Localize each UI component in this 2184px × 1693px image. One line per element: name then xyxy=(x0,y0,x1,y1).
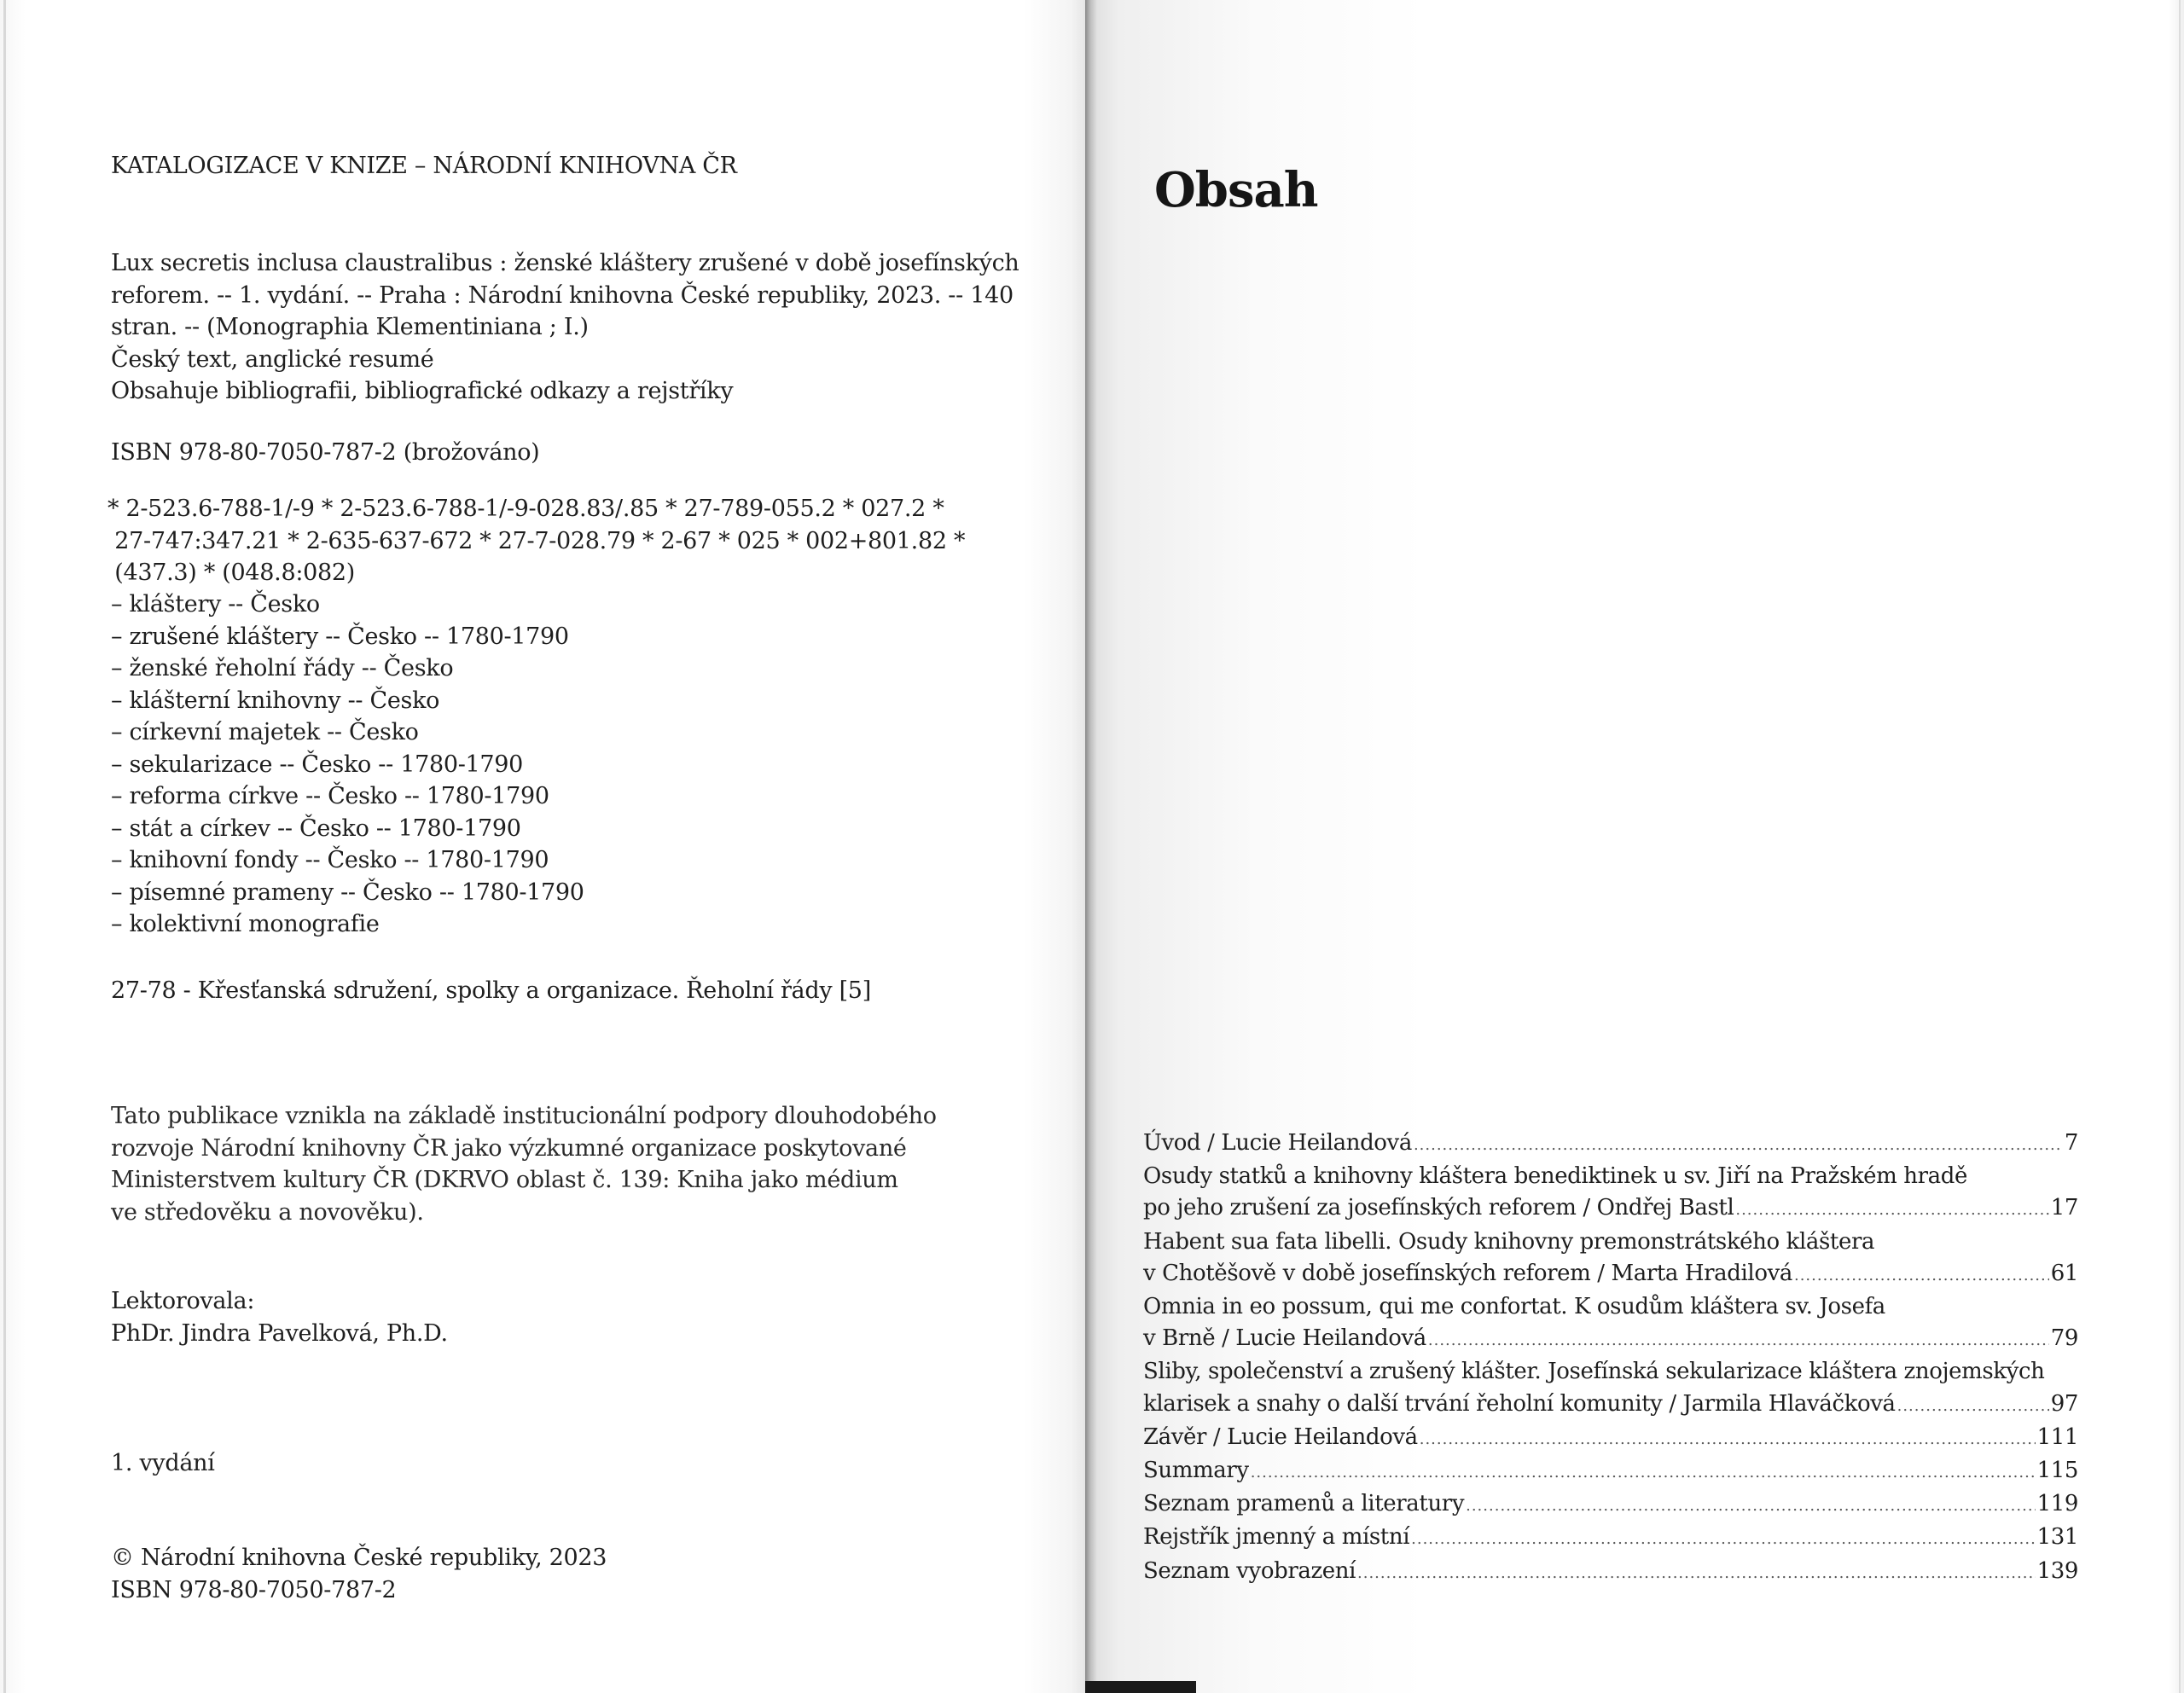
toc-entry-row xyxy=(1143,1258,2078,1291)
udc-line: (437.3) * (048.8:082) xyxy=(107,560,356,586)
dot-leader xyxy=(1411,1523,2035,1555)
toc-page-number: 119 xyxy=(2036,1491,2078,1517)
toc-entry-row xyxy=(1143,1389,2078,1422)
subject-item: – sekularizace -- Česko -- 1780-1790 xyxy=(111,751,524,778)
toc-entry-title-line: Seznam vyobrazení xyxy=(1143,1557,1356,1584)
subject-item: – reforma církve -- Česko -- 1780-1790 xyxy=(111,783,549,809)
toc-page-number: 111 xyxy=(2036,1423,2078,1450)
reviewer xyxy=(111,1285,448,1349)
toc-entry xyxy=(1143,1488,2078,1522)
edition-line: 1. vydání xyxy=(111,1450,215,1476)
toc-entry xyxy=(1143,1522,2078,1555)
page-edge xyxy=(3,0,6,1693)
toc-entry-title-line: Závěr / Lucie Heilandová xyxy=(1143,1423,1418,1450)
page-edge xyxy=(2179,0,2181,1693)
toc-entry-title-line: Habent sua fata libelli. Osudy knihovny premonstrátského kláštera xyxy=(1143,1228,1875,1255)
toc-entry-title-line: Sliby, společenství a zrušený klášter. Josefínská sekularizace kláštera znojemských xyxy=(1143,1359,2045,1385)
subject-item: – klášterní knihovny -- Česko xyxy=(111,687,440,714)
funding-line: ve středověku a novověku). xyxy=(111,1198,424,1226)
toc-entry-title-line: Summary xyxy=(1143,1458,1249,1484)
reviewer-name: PhDr. Jindra Pavelková, Ph.D. xyxy=(111,1319,448,1347)
toc-entry-row xyxy=(1143,1522,2078,1555)
toc-title: Obsah xyxy=(1154,162,1318,218)
record-line: reforem. -- 1. vydání. -- Praha : Národní knihovna České republiky, 2023. -- 140 xyxy=(111,281,1014,309)
catalog-record xyxy=(111,247,1019,408)
dot-leader xyxy=(1414,1129,2059,1161)
udc-line: 27-747:347.21 * 2-635-637-672 * 27-7-028.79 * 2-67 * 025 * 002+801.82 * xyxy=(107,527,966,554)
funding-note xyxy=(111,1100,937,1228)
toc-entry-title-line: klarisek a snahy o další trvání řeholní komunity / Jarmila Hlaváčková xyxy=(1143,1390,1896,1417)
isbn-plain: ISBN 978-80-7050-787-2 xyxy=(111,1576,397,1603)
toc-entry-title-line: Osudy statků a knihovny kláštera benediktinek u sv. Jiří na Pražském hradě xyxy=(1143,1163,1967,1190)
toc-page-number: 97 xyxy=(2050,1390,2078,1417)
toc-entry xyxy=(1143,1356,2078,1421)
subject-item: – kláštery -- Česko xyxy=(111,591,320,617)
toc-entry-row xyxy=(1143,1128,2078,1161)
toc-entry xyxy=(1143,1226,2078,1291)
toc-entry-row xyxy=(1143,1422,2078,1455)
toc-page-number: 7 xyxy=(2064,1130,2078,1156)
subject-item: – knihovní fondy -- Česko -- 1780-1790 xyxy=(111,847,549,873)
toc-page-number: 17 xyxy=(2050,1195,2078,1221)
left-page xyxy=(0,0,1085,1693)
record-line: Český text, anglické resumé xyxy=(111,345,434,373)
toc-entry-title-line: Rejstřík jmenný a místní xyxy=(1143,1524,1410,1551)
toc-page-number: 139 xyxy=(2036,1557,2078,1584)
dot-leader xyxy=(1357,1557,2036,1589)
copyright xyxy=(111,1542,607,1606)
subject-item: – církevní majetek -- Česko xyxy=(111,719,419,745)
dot-leader xyxy=(1794,1260,2049,1291)
funding-line: Ministerstvem kultury ČR (DKRVO oblast č. 139: Kniha jako médium xyxy=(111,1167,898,1193)
record-line: stran. -- (Monographia Klementiniana ; I.) xyxy=(111,314,589,340)
catalog-heading: KATALOGIZACE V KNIZE – NÁRODNÍ KNIHOVNA ČR xyxy=(111,153,737,179)
reviewer-label: Lektorovala: xyxy=(111,1288,255,1314)
toc-entry-row xyxy=(1143,1455,2078,1488)
toc-entry xyxy=(1143,1556,2078,1589)
toc-entry xyxy=(1143,1161,2078,1226)
record-line: Lux secretis inclusa claustralibus : ženské kláštery zrušené v době josefínských xyxy=(111,250,1019,276)
toc-entry-title-line: Omnia in eo possum, qui me confortat. K osudům kláštera sv. Josefa xyxy=(1143,1294,1885,1320)
book-spine-shadow xyxy=(1085,1681,1196,1693)
toc-page-number: 61 xyxy=(2050,1260,2078,1286)
toc-entry xyxy=(1143,1455,2078,1488)
toc-entry xyxy=(1143,1291,2078,1356)
isbn-line: ISBN 978-80-7050-787-2 (brožováno) xyxy=(111,439,540,466)
toc-entry-row xyxy=(1143,1192,2078,1226)
subject-item: – písemné prameny -- Česko -- 1780-1790 xyxy=(111,878,584,906)
toc-entry xyxy=(1143,1422,2078,1455)
udc-line: * 2-523.6-788-1/-9 * 2-523.6-788-1/-9-028.83/.85 * 27-789-055.2 * 027.2 * xyxy=(107,496,944,522)
toc-entry-title-line: Seznam pramenů a literatury xyxy=(1143,1491,1465,1517)
toc-entry-row xyxy=(1143,1488,2078,1522)
funding-line: rozvoje Národní knihovny ČR jako výzkumné organizace poskytované xyxy=(111,1134,907,1162)
table-of-contents xyxy=(1143,1128,2078,1589)
subject-item: – kolektivní monografie xyxy=(111,911,380,937)
subject-item: – stát a církev -- Česko -- 1780-1790 xyxy=(111,815,521,842)
toc-entry-row xyxy=(1143,1323,2078,1356)
dot-leader xyxy=(1897,1390,2049,1422)
udc-codes xyxy=(107,493,965,589)
toc-entry-title-line: Úvod / Lucie Heilandová xyxy=(1143,1130,1412,1156)
subject-item: – ženské řeholní řády -- Česko xyxy=(111,655,454,681)
toc-entry-title-line: v Chotěšově v době josefínských reforem / Marta Hradilová xyxy=(1143,1260,1792,1286)
record-line: Obsahuje bibliografii, bibliografické odkazy a rejstříky xyxy=(111,378,734,404)
funding-line: Tato publikace vznikla na základě institucionální podpory dlouhodobého xyxy=(111,1103,937,1129)
dot-leader xyxy=(1251,1457,2036,1488)
toc-page-number: 79 xyxy=(2050,1325,2078,1352)
dot-leader xyxy=(1420,1423,2036,1455)
toc-entry-title-line: po jeho zrušení za josefínských reforem / Ondřej Bastl xyxy=(1143,1195,1734,1221)
dot-leader xyxy=(1428,1325,2049,1356)
toc-entry-row xyxy=(1143,1556,2078,1589)
toc-entry-title-line: v Brně / Lucie Heilandová xyxy=(1143,1325,1426,1352)
subject-headings xyxy=(111,588,584,941)
toc-page-number: 115 xyxy=(2036,1458,2078,1484)
dot-leader xyxy=(1466,1490,2035,1522)
toc-page-number: 131 xyxy=(2036,1524,2078,1551)
toc-entry xyxy=(1143,1128,2078,1161)
classification-line: 27-78 - Křesťanská sdružení, spolky a organizace. Řeholní řády [5] xyxy=(111,977,871,1004)
dot-leader xyxy=(1735,1194,2048,1226)
subject-item: – zrušené kláštery -- Česko -- 1780-1790 xyxy=(111,623,569,650)
copyright-line: © Národní knihovna České republiky, 2023 xyxy=(111,1545,607,1571)
